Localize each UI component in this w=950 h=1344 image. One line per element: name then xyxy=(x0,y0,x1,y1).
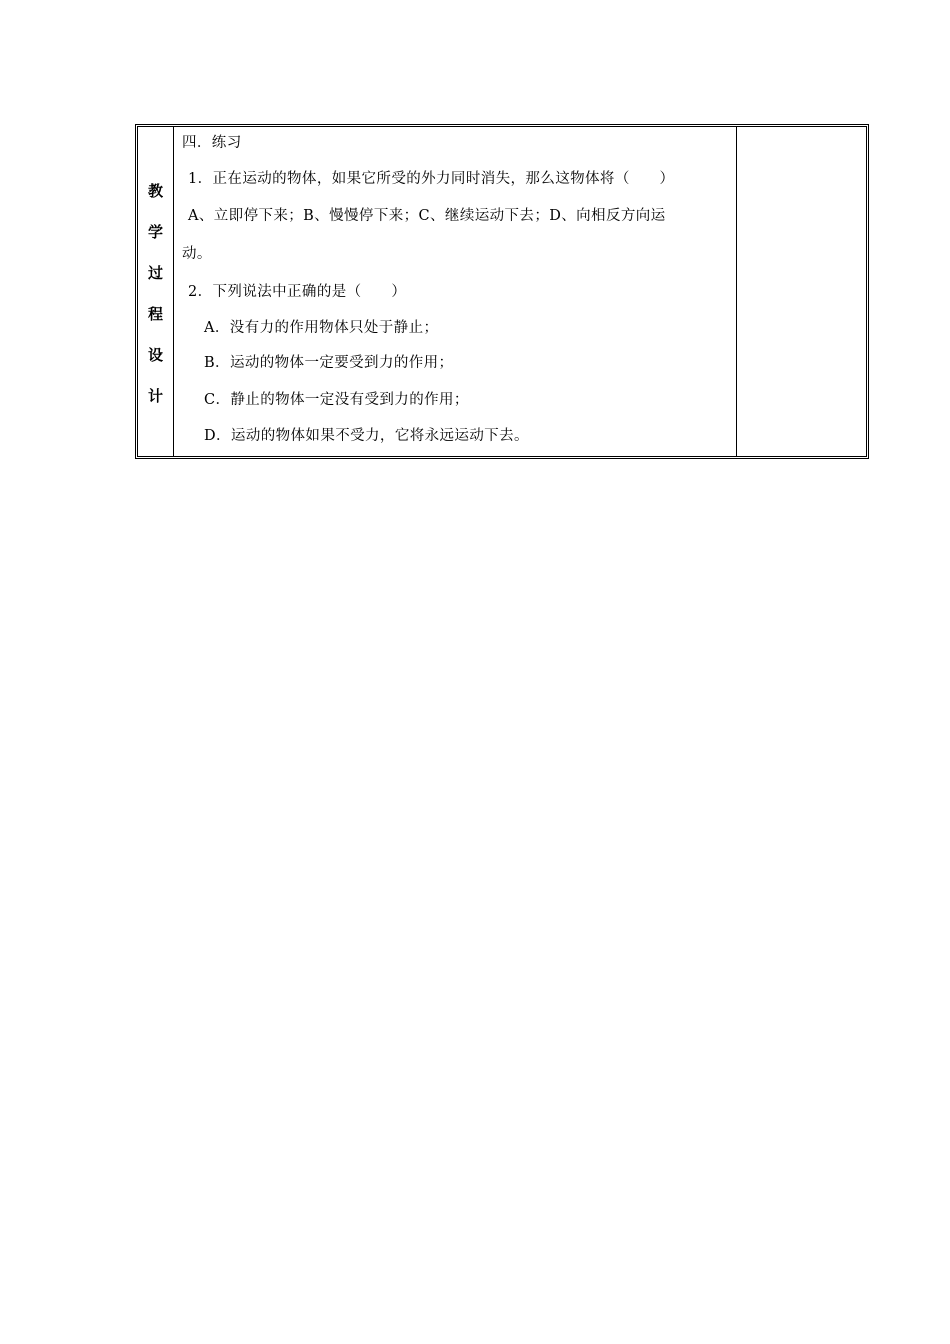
section-title: 四．练习 xyxy=(182,135,242,151)
question-2-option-b: B．运动的物体一定要受到力的作用； xyxy=(204,355,454,371)
content-cell xyxy=(174,127,737,456)
side-label-char: 设 xyxy=(147,346,163,364)
side-label-char: 计 xyxy=(147,387,163,405)
side-label-char: 程 xyxy=(147,305,163,323)
side-label xyxy=(138,171,173,417)
notes-cell xyxy=(737,127,866,456)
question-2-option-d: D．运动的物体如果不受力，它将永远运动下去。 xyxy=(204,428,529,444)
question-1-options-line1: A、立即停下来；B、慢慢停下来；C、继续运动下去；D、向相反方向运 xyxy=(188,208,666,224)
side-label-char: 学 xyxy=(147,223,163,241)
question-2-option-a: A．没有力的作用物体只处于静止； xyxy=(204,320,439,336)
side-label-char: 教 xyxy=(147,182,163,200)
side-label-cell xyxy=(138,127,174,456)
lesson-plan-table xyxy=(135,124,869,459)
question-1-options-line2: 动。 xyxy=(182,246,212,262)
question-2-stem: 2．下列说法中正确的是（ ） xyxy=(188,284,407,300)
side-label-char: 过 xyxy=(147,264,163,282)
question-2-option-c: C．静止的物体一定没有受到力的作用； xyxy=(204,392,469,408)
question-1-stem: 1．正在运动的物体，如果它所受的外力同时消失，那么这物体将（ ） xyxy=(188,171,675,187)
